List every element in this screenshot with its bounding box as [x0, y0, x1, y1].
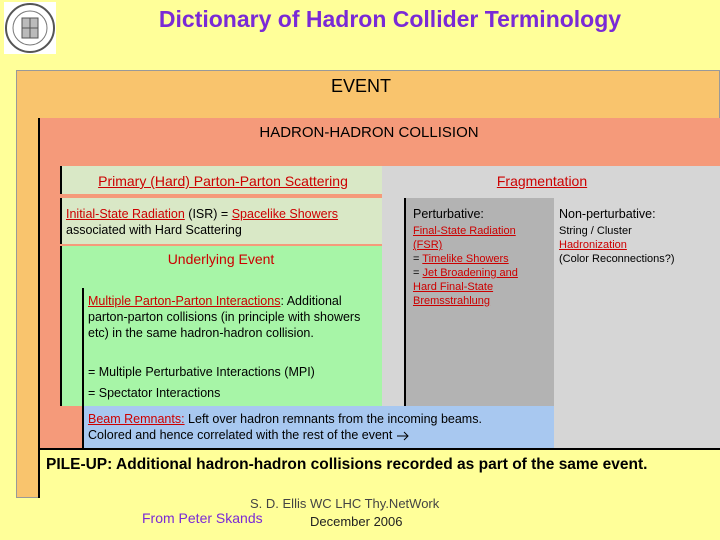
hadronization-link[interactable]: Hadronization	[559, 239, 627, 251]
collision-label: HADRON-HADRON COLLISION	[259, 124, 479, 141]
color-reconnections: (Color Reconnections?)	[559, 253, 675, 265]
nonperturbative-block	[559, 224, 717, 266]
pileup-text: PILE-UP: Additional hadron-hadron collisions recorded as part of the same event.	[46, 456, 648, 473]
footer-author: S. D. Ellis WC LHC Thy.NetWork	[250, 496, 440, 511]
remnants-link[interactable]: Beam Remnants:	[88, 412, 185, 426]
timelike-link[interactable]: Timelike Showers	[422, 253, 509, 265]
remnants-desc-2: Colored and hence correlated with the rest of the event	[88, 428, 393, 442]
fragmentation-label: Fragmentation	[496, 173, 588, 189]
primary-label: Primary (Hard) Parton-Parton Scattering	[98, 173, 348, 189]
mpi-text	[88, 293, 376, 341]
page-title: Dictionary of Hadron Collider Terminology	[158, 6, 622, 32]
underlying-label: Underlying Event	[167, 251, 275, 267]
isr-tail: associated with Hard Scattering	[66, 223, 242, 237]
fsr-block	[413, 224, 533, 308]
isr-text	[66, 206, 382, 238]
remnants-text	[88, 411, 550, 443]
spacelike-link[interactable]: Spacelike Showers	[231, 207, 339, 221]
remnants-desc: Left over hadron remnants from the incoming beams.	[184, 412, 482, 426]
mpi-equals: = Multiple Perturbative Interactions (MPI)	[88, 365, 315, 379]
string-cluster: String / Cluster	[559, 225, 632, 237]
nonperturbative-label: Non-perturbative:	[559, 207, 656, 221]
eq2: =	[413, 267, 423, 279]
jet-link[interactable]: Jet Broadening and Hard Final-State Bremsstrahlung	[413, 267, 518, 307]
university-seal-logo	[4, 2, 56, 54]
seal-icon	[4, 2, 56, 54]
isr-mid: (ISR) =	[184, 207, 232, 221]
mpi-link[interactable]: Multiple Parton-Parton Interactions	[88, 294, 281, 308]
footer-credit: From Peter Skands	[142, 510, 263, 526]
event-label: EVENT	[330, 76, 391, 96]
isr-link[interactable]: Initial-State Radiation	[66, 207, 185, 221]
arrow-right-icon	[396, 431, 410, 441]
spectator-equals: = Spectator Interactions	[88, 386, 221, 400]
mpi-description: : Additional parton-parton collisions (in principle with showers etc) in the same hadron-hadron collision.	[88, 294, 361, 340]
perturbative-label: Perturbative:	[413, 207, 484, 221]
eq1: =	[413, 253, 423, 265]
footer-date: December 2006	[310, 514, 403, 529]
fsr-link[interactable]: Final-State Radiation (FSR)	[413, 225, 516, 251]
